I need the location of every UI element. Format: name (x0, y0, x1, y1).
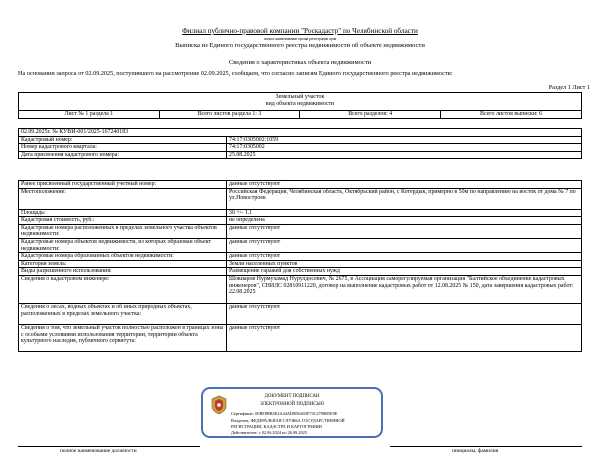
detail-value: Шокиаров Нурмухамад Нурулдосевич, № 2675, в Ассоциация саморегулируемая организация "Балтийское объединение кадастровых инженеров", СНИЛС 02810911220, договор на выполнение кадастровых работ от 12.08.2025 № 150, дата завершения кадастровых работ: 22.08.2025 (227, 276, 582, 304)
detail-value: данные отсутствуют (227, 253, 582, 261)
request-basis: На основании запроса от 02.09.2025, поступившего на рассмотрение 02.09.2025, сообщаем, что согласно записям Единого государственного реестра недвижимости: (18, 70, 453, 77)
stamp-certificate: Сертификат: 00BF8BB5E2A44AD8D6403F73C2798B5E9E (231, 411, 338, 416)
detail-label: Площадь: (19, 209, 227, 217)
sheet-number: Лист № 1 раздела 1 (19, 111, 160, 119)
position-signature-line (18, 446, 200, 447)
total-sheets: Всего листов выписки: 6 (441, 111, 582, 119)
detail-label: Виды разрешенного использования: (19, 268, 227, 276)
organization-name: Филиал публично-правовой компании "Роскадастр" по Челябинской области (182, 27, 418, 35)
detail-label: Местоположение: (19, 188, 227, 209)
detail-value: данные отсутствуют (227, 239, 582, 253)
detail-label: Категория земель: (19, 260, 227, 268)
document-subtitle: Сведения о характеристиках объекта недвижимости (228, 59, 372, 66)
sheet-info-table (18, 92, 582, 119)
organization-caption: полное наименование органа регистрации прав (263, 37, 337, 41)
object-caption: вид объекта недвижимости (265, 100, 335, 107)
detail-value: данные отсутствуют (227, 181, 582, 189)
detail-label: Кадастровые номера расположенных в пределах земельного участка объектов недвижимости: (19, 224, 227, 238)
total-sections: Всего разделов: 4 (300, 111, 441, 119)
detail-value: Земли населенных пунктов (227, 260, 582, 268)
name-label: инициалы, фамилия (452, 448, 499, 454)
detail-label: Кадастровая стоимость, руб.: (19, 217, 227, 225)
stamp-validity: Действителен: с 02.06.2024 по 26.08.2025 (231, 430, 307, 435)
stamp-owner: Владелец: ФЕДЕРАЛЬНАЯ СЛУЖБА ГОСУДАРСТВЕННОЙ (231, 418, 345, 423)
identifier-value: 74:17:0305002:1059 (227, 136, 582, 144)
position-label: полное наименование должности (60, 448, 137, 454)
detail-value: Размещение гаражей для собственных нужд (227, 268, 582, 276)
detail-label: Сведения о том, что земельный участок полностью расположен в границах зоны с особыми условиями использования территории, территории объекта культурного наследия, публичного сервитута: (19, 325, 227, 352)
details-table (18, 180, 582, 352)
document-title: Выписка из Единого государственного реестра недвижимости об объекте недвижимости (175, 42, 425, 49)
detail-value: данные отсутствуют (227, 304, 582, 325)
identifier-label: Дата присвоения кадастрового номера: (19, 151, 227, 159)
name-signature-line (390, 446, 582, 447)
detail-value: данные отсутствуют (227, 224, 582, 238)
electronic-signature-stamp (201, 387, 383, 438)
object-kind-cell (19, 93, 582, 111)
identifiers-table (18, 128, 582, 159)
identifier-value: 25.08.2025 (227, 151, 582, 159)
detail-value: 30 +/- 1.1 (227, 209, 582, 217)
detail-label: Кадастровые номера объектов недвижимости, из которых образован объект недвижимости: (19, 239, 227, 253)
detail-label: Кадастровые номера образованных объектов недвижимости: (19, 253, 227, 261)
identifier-label: Номер кадастрового квартала: (19, 144, 227, 152)
object-name: Земельный участок (275, 94, 325, 100)
stamp-line-signed: ДОКУМЕНТ ПОДПИСАН (264, 394, 320, 399)
detail-value: данные отсутствуют (227, 325, 582, 352)
document-number: 02.09.2025г. № КУВИ-001/2025-167240183 (19, 129, 582, 137)
identifier-value: 74:17:0305002 (227, 144, 582, 152)
detail-value: не определена (227, 217, 582, 225)
identifier-label: Кадастровый номер: (19, 136, 227, 144)
detail-label: Ранее присвоенный государственный учетный номер: (19, 181, 227, 189)
sheets-in-section: Всего листов раздела 1: 3 (159, 111, 300, 119)
detail-label: Сведения о кадастровом инженере: (19, 276, 227, 304)
section-info: Раздел 1 Лист 1 (548, 84, 590, 91)
stamp-owner-cont: РЕГИСТРАЦИИ, КАДАСТРА И КАРТОГРАФИИ (231, 424, 322, 429)
detail-value: Российская Федерация, Челябинская область, Октябрьский район, с Котердык, примерно в 50м по направлению на восток от дома № 7 по ул.Новостроек (227, 188, 582, 209)
stamp-line-esign: ЭЛЕКТРОННОЙ ПОДПИСЬЮ (259, 402, 325, 407)
detail-label: Сведения о лесах, водных объектах и об иных природных объектах, расположенных в пределах земельного участка: (19, 304, 227, 325)
